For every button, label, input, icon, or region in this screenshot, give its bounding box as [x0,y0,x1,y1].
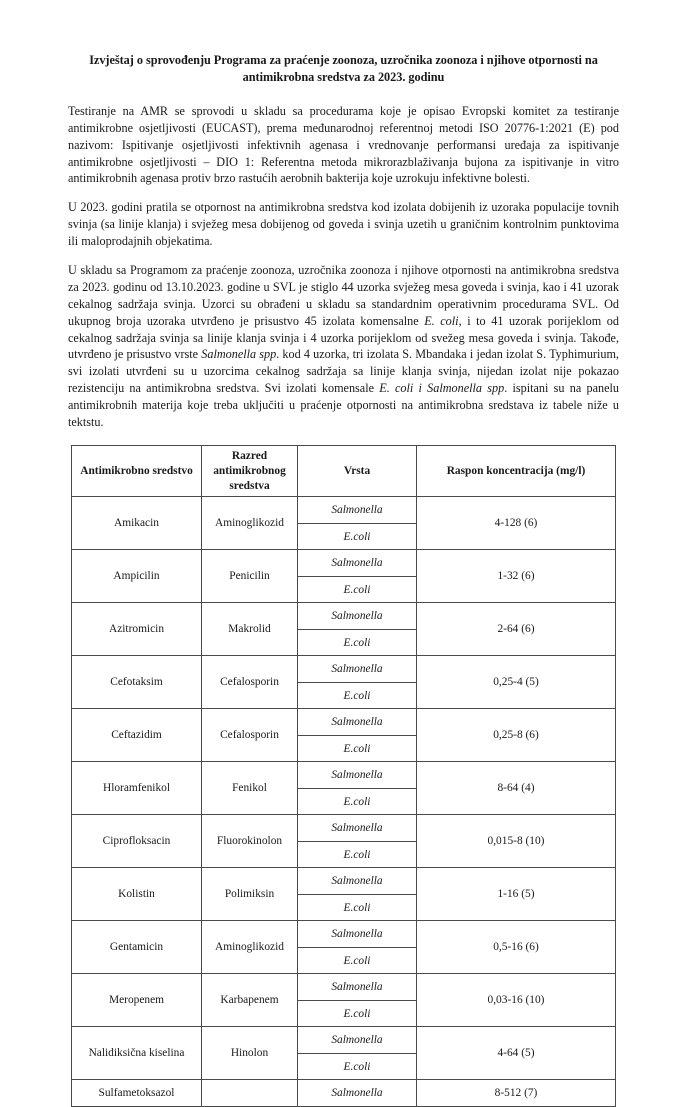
table-row [72,1080,616,1107]
cell-concentration-range: 0,25-4 (5) [417,656,616,709]
cell-antimicrobial-agent: Ciprofloksacin [72,815,202,868]
cell-species-ecoli: E.coli [298,629,417,656]
cell-antimicrobial-class: Karbapenem [202,974,298,1027]
column-header-concentration-range: Raspon koncentracija (mg/l) [417,445,616,496]
table-row [72,1027,616,1054]
para3-part-b: , i to 41 uzorak porijeklom od cekalnog sadržaja svinja sa linije klanja svinja i 4 uzorka porijeklom od svežeg mesa goveda i svinja. Takođe, utvrđeno je prisustvo vrste [68,313,619,362]
paragraph-programme-results [68,262,619,431]
cell-antimicrobial-class: Makrolid [202,603,298,656]
cell-species-ecoli: E.coli [298,788,417,815]
cell-species-salmonella: Salmonella [298,921,417,948]
cell-species-salmonella: Salmonella [298,1027,417,1054]
cell-species-salmonella: Salmonella [298,815,417,842]
column-header-agent: Antimikrobno sredstvo [72,445,202,496]
cell-antimicrobial-agent: Hloramfenikol [72,762,202,815]
cell-antimicrobial-class: Cefalosporin [202,656,298,709]
cell-species-ecoli: E.coli [298,1053,417,1080]
cell-concentration-range: 8-64 (4) [417,762,616,815]
cell-concentration-range: 4-64 (5) [417,1027,616,1080]
cell-concentration-range: 0,25-8 (6) [417,709,616,762]
cell-concentration-range: 1-32 (6) [417,550,616,603]
cell-antimicrobial-class: Aminoglikozid [202,921,298,974]
table-row [72,921,616,948]
cell-antimicrobial-class: Cefalosporin [202,709,298,762]
cell-species-ecoli: E.coli [298,523,417,550]
cell-concentration-range: 1-16 (5) [417,868,616,921]
para3-part-c: . kod 4 uzorka, tri izolata S. Mbandaka i jedan izolat S. Typhimurium, svi izolati utvrđeni su u uzorcima cekalnog sadržaja sa linije klanja svinja, nijedan izolat nije pokazao rezistenciju na antimikrobna sredstva. Svi izolati komensale [68,347,619,396]
cell-antimicrobial-agent: Amikacin [72,497,202,550]
cell-antimicrobial-class: Aminoglikozid [202,497,298,550]
cell-antimicrobial-class: Fluorokinolon [202,815,298,868]
cell-concentration-range: 0,03-16 (10) [417,974,616,1027]
cell-species-salmonella: Salmonella [298,550,417,577]
paragraph-testing-method: Testiranje na AMR se sprovodi u skladu sa procedurama koje je opisao Evropski komitet za testiranje antimikrobne osjetljivosti (EUCAST), prema međunarodnoj referentnoj metodi ISO 20776-1:2021 (E) pod nazivom: Ispitivanje osjetljivosti infektivnih agenasa i vrednovanje performansi uređaja za ispitivanje antimikrobne osjetljivosti – DIO 1: Referentna metoda mikrorazblaživanja bujona za ispitivanje in vitro antimikrobnih agenasa protiv brzo rastućih aerobnih bakterija koje uzrokuju infektivne bolesti. [68,103,619,186]
cell-species-salmonella: Salmonella [298,603,417,630]
cell-antimicrobial-agent: Gentamicin [72,921,202,974]
table-row [72,497,616,524]
cell-species-salmonella: Salmonella [298,497,417,524]
column-header-species: Vrsta [298,445,417,496]
cell-concentration-range: 4-128 (6) [417,497,616,550]
cell-species-ecoli: E.coli [298,735,417,762]
cell-antimicrobial-agent: Ceftazidim [72,709,202,762]
cell-species-ecoli: E.coli [298,576,417,603]
cell-species-salmonella: Salmonella [298,762,417,789]
table-row [72,974,616,1001]
cell-species-ecoli: E.coli [298,682,417,709]
cell-species-salmonella: Salmonella [298,656,417,683]
cell-species-salmonella: Salmonella [298,868,417,895]
cell-species-ecoli: E.coli [298,841,417,868]
cell-species-ecoli: E.coli [298,1000,417,1027]
antimicrobial-panel-table [71,445,616,1107]
cell-antimicrobial-agent: Meropenem [72,974,202,1027]
page-title: Izvještaj o sprovođenju Programa za praćenje zoonoza, uzročnika zoonoza i njihove otpornosti na antimikrobna sredstva za 2023. godinu [89,53,598,85]
table-row [72,603,616,630]
cell-concentration-range: 2-64 (6) [417,603,616,656]
cell-antimicrobial-agent: Sulfametoksazol [72,1080,202,1107]
table-row [72,656,616,683]
cell-antimicrobial-agent: Ampicilin [72,550,202,603]
cell-antimicrobial-agent: Nalidiksična kiselina [72,1027,202,1080]
table-row [72,815,616,842]
cell-antimicrobial-agent: Cefotaksim [72,656,202,709]
cell-antimicrobial-class [202,1080,298,1107]
cell-species-salmonella: Salmonella [298,974,417,1001]
cell-species-ecoli: E.coli [298,894,417,921]
cell-concentration-range: 0,015-8 (10) [417,815,616,868]
para3-italic-ecoli-salmonella: E. coli i Salmonella spp [379,381,505,396]
para3-part-a: U skladu sa Programom za praćenje zoonoza, uzročnika zoonoza i njihove otpornosti na antimikrobna sredstva za 2023. godinu od 13.10.2023. godine u SVL je stiglo 44 uzorka svježeg mesa goveda i svinja, kao i 41 uzorak cekalnog sadržaja svinja. Uzorci su obrađeni u skladu sa standardnim operativnim procedurama SVL. Od ukupnog broja uzoraka utvrđeno je prisustvo 45 izolata komensalne [68,263,619,328]
cell-antimicrobial-class: Fenikol [202,762,298,815]
table-header [72,445,616,496]
cell-antimicrobial-class: Penicilin [202,550,298,603]
table-row [72,762,616,789]
para3-italic-salmonella: Salmonella spp [201,347,277,362]
table-row [72,868,616,895]
para3-italic-ecoli: E. coli [424,313,459,328]
cell-species-salmonella: Salmonella [298,709,417,736]
cell-antimicrobial-class: Hinolon [202,1027,298,1080]
cell-species-salmonella: Salmonella [298,1080,417,1107]
para3-part-d: . ispitani su na panelu antimikrobnih materija koje treba uključiti u praćenje otpornosti na antimikrobna sredstava iz tabele niže u tektstu. [68,381,619,430]
table-row [72,709,616,736]
cell-antimicrobial-agent: Kolistin [72,868,202,921]
table-body [72,497,616,1107]
cell-antimicrobial-class: Polimiksin [202,868,298,921]
cell-concentration-range: 0,5-16 (6) [417,921,616,974]
table-header-row [72,445,616,496]
column-header-class: Razred antimikrobnog sredstva [202,445,298,496]
cell-antimicrobial-agent: Azitromicin [72,603,202,656]
paragraph-2023-monitoring: U 2023. godini pratila se otpornost na antimikrobna sredstva kod izolata dobijenih iz uzoraka populacije tovnih svinja (sa linije klanja) i svježeg mesa dobijenog od goveda i svinja uzetih u graničnim kontrolnim punktovima ili maloprodajnih objekatima. [68,200,619,249]
cell-concentration-range: 8-512 (7) [417,1080,616,1107]
cell-species-ecoli: E.coli [298,947,417,974]
table-row [72,550,616,577]
